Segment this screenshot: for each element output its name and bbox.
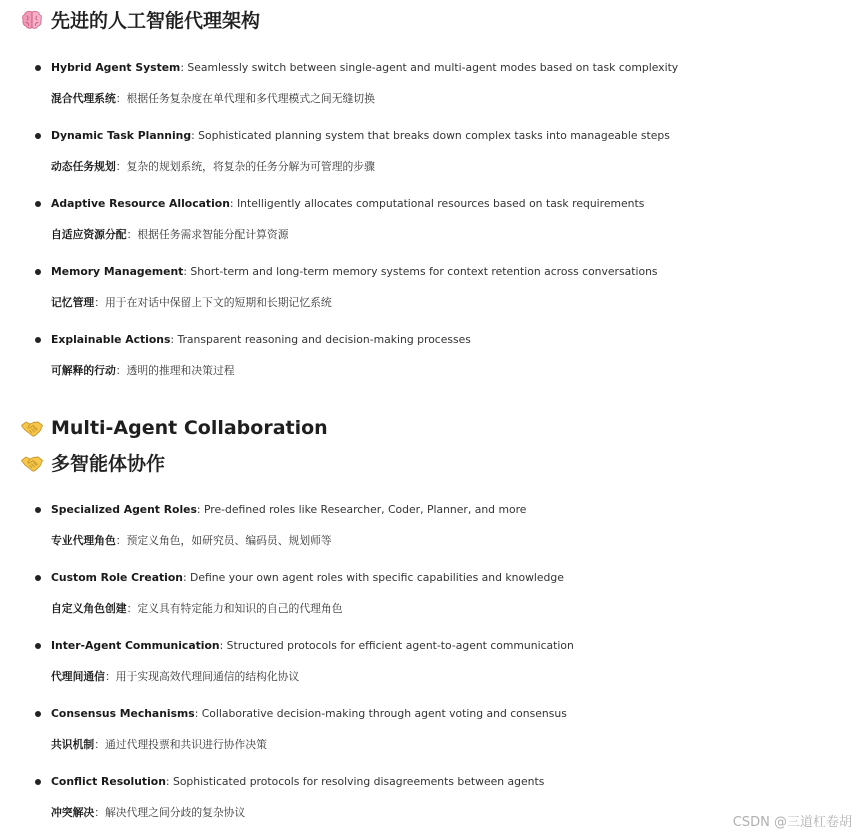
- item-line-en: [51, 496, 858, 524]
- item-desc-en: : Sophisticated planning system that breaks down complex tasks into manageable steps: [191, 129, 670, 142]
- item-line-en: [51, 632, 858, 660]
- bullet-dot: [35, 133, 41, 139]
- section-title-zh: 先进的人工智能代理架构: [51, 10, 261, 32]
- item-desc-zh: ：用于实现高效代理间通信的结构化协议: [104, 670, 300, 683]
- list-item: [0, 768, 858, 836]
- list-item: [0, 632, 858, 700]
- item-term-zh: 代理间通信: [51, 670, 105, 683]
- item-term-en: Hybrid Agent System: [51, 61, 181, 74]
- item-term-zh: 冲突解决: [51, 806, 95, 819]
- item-line-en: [51, 326, 858, 354]
- item-term-en: Explainable Actions: [51, 333, 171, 346]
- item-term-zh: 共识机制: [51, 738, 95, 751]
- item-term-en: Adaptive Resource Allocation: [51, 197, 230, 210]
- list-item: [0, 190, 858, 258]
- item-term-en: Consensus Mechanisms: [51, 707, 195, 720]
- item-line-en: [51, 122, 858, 150]
- section-heading-collaboration-en: [20, 416, 328, 440]
- bullet-dot: [35, 507, 41, 513]
- handshake-icon: [20, 451, 44, 475]
- item-line-zh: [51, 289, 858, 317]
- item-desc-zh: ：用于在对话中保留上下文的短期和长期记忆系统: [94, 296, 332, 309]
- bullet-dot: [35, 575, 41, 581]
- item-term-zh: 可解释的行动: [51, 364, 116, 377]
- watermark: CSDN @三道杠卷胡: [732, 815, 852, 830]
- item-desc-zh: ：通过代理投票和共识进行协作决策: [94, 738, 267, 751]
- item-line-en: [51, 700, 858, 728]
- item-desc-en: : Sophisticated protocols for resolving disagreements between agents: [165, 775, 545, 788]
- item-desc-zh: ：复杂的规划系统，将复杂的任务分解为可管理的步骤: [115, 160, 375, 173]
- item-desc-en: : Collaborative decision-making through agent voting and consensus: [194, 707, 567, 720]
- item-desc-zh: ：透明的推理和决策过程: [115, 364, 235, 377]
- section-title-en: Multi-Agent Collaboration: [51, 417, 328, 439]
- item-line-en: [51, 190, 858, 218]
- item-line-en: [51, 258, 858, 286]
- brain-icon: [20, 8, 44, 32]
- item-line-zh: [51, 527, 858, 555]
- item-term-en: Specialized Agent Roles: [51, 503, 197, 516]
- item-desc-zh: ：预定义角色，如研究员、编码员、规划师等: [115, 534, 332, 547]
- list-item: [0, 122, 858, 190]
- item-term-zh: 记忆管理: [51, 296, 95, 309]
- item-desc-en: : Transparent reasoning and decision-making processes: [170, 333, 471, 346]
- item-desc-zh: ：解决代理之间分歧的复杂协议: [94, 806, 246, 819]
- bullet-dot: [35, 643, 41, 649]
- bullet-dot: [35, 201, 41, 207]
- item-term-en: Dynamic Task Planning: [51, 129, 192, 142]
- item-desc-en: : Seamlessly switch between single-agent and multi-agent modes based on task complexity: [180, 61, 679, 74]
- item-desc-en: : Short-term and long-term memory systems for context retention across conversations: [183, 265, 658, 278]
- item-term-zh: 混合代理系统: [51, 92, 116, 105]
- section-title-zh: 多智能体协作: [51, 453, 166, 475]
- list-item: [0, 258, 858, 326]
- list-item: [0, 326, 858, 394]
- item-line-zh: [51, 595, 858, 623]
- item-desc-zh: ：根据任务需求智能分配计算资源: [126, 228, 289, 241]
- collaboration-feature-list: [0, 496, 858, 836]
- bullet-dot: [35, 711, 41, 717]
- item-line-en: [51, 54, 858, 82]
- item-term-zh: 动态任务规划: [51, 160, 116, 173]
- bullet-dot: [35, 269, 41, 275]
- item-line-zh: [51, 221, 858, 249]
- section-heading-collaboration-zh: [20, 449, 165, 476]
- item-desc-en: : Pre-defined roles like Researcher, Coder, Planner, and more: [196, 503, 527, 516]
- item-term-en: Memory Management: [51, 265, 184, 278]
- item-line-zh: [51, 731, 858, 759]
- item-term-en: Custom Role Creation: [51, 571, 183, 584]
- list-item: [0, 496, 858, 564]
- item-term-en: Conflict Resolution: [51, 775, 166, 788]
- item-line-zh: [51, 153, 858, 181]
- list-item: [0, 54, 858, 122]
- item-desc-zh: ：根据任务复杂度在单代理和多代理模式之间无缝切换: [115, 92, 375, 105]
- item-desc-en: : Structured protocols for efficient agent-to-agent communication: [219, 639, 574, 652]
- item-term-en: Inter-Agent Communication: [51, 639, 220, 652]
- section-heading-architecture: [20, 6, 260, 33]
- handshake-icon: [20, 416, 44, 440]
- item-line-zh: [51, 663, 858, 691]
- item-line-en: [51, 564, 858, 592]
- bullet-dot: [35, 65, 41, 71]
- item-line-zh: [51, 357, 858, 385]
- item-line-zh: [51, 85, 858, 113]
- item-term-zh: 专业代理角色: [51, 534, 116, 547]
- item-term-zh: 自适应资源分配: [51, 228, 127, 241]
- item-line-en: [51, 768, 858, 796]
- item-term-zh: 自定义角色创建: [51, 602, 127, 615]
- item-desc-zh: ：定义具有特定能力和知识的自己的代理角色: [126, 602, 343, 615]
- bullet-dot: [35, 337, 41, 343]
- item-desc-en: : Intelligently allocates computational resources based on task requirements: [229, 197, 645, 210]
- list-item: [0, 700, 858, 768]
- list-item: [0, 564, 858, 632]
- item-desc-en: : Define your own agent roles with specific capabilities and knowledge: [182, 571, 564, 584]
- architecture-feature-list: [0, 54, 858, 394]
- bullet-dot: [35, 779, 41, 785]
